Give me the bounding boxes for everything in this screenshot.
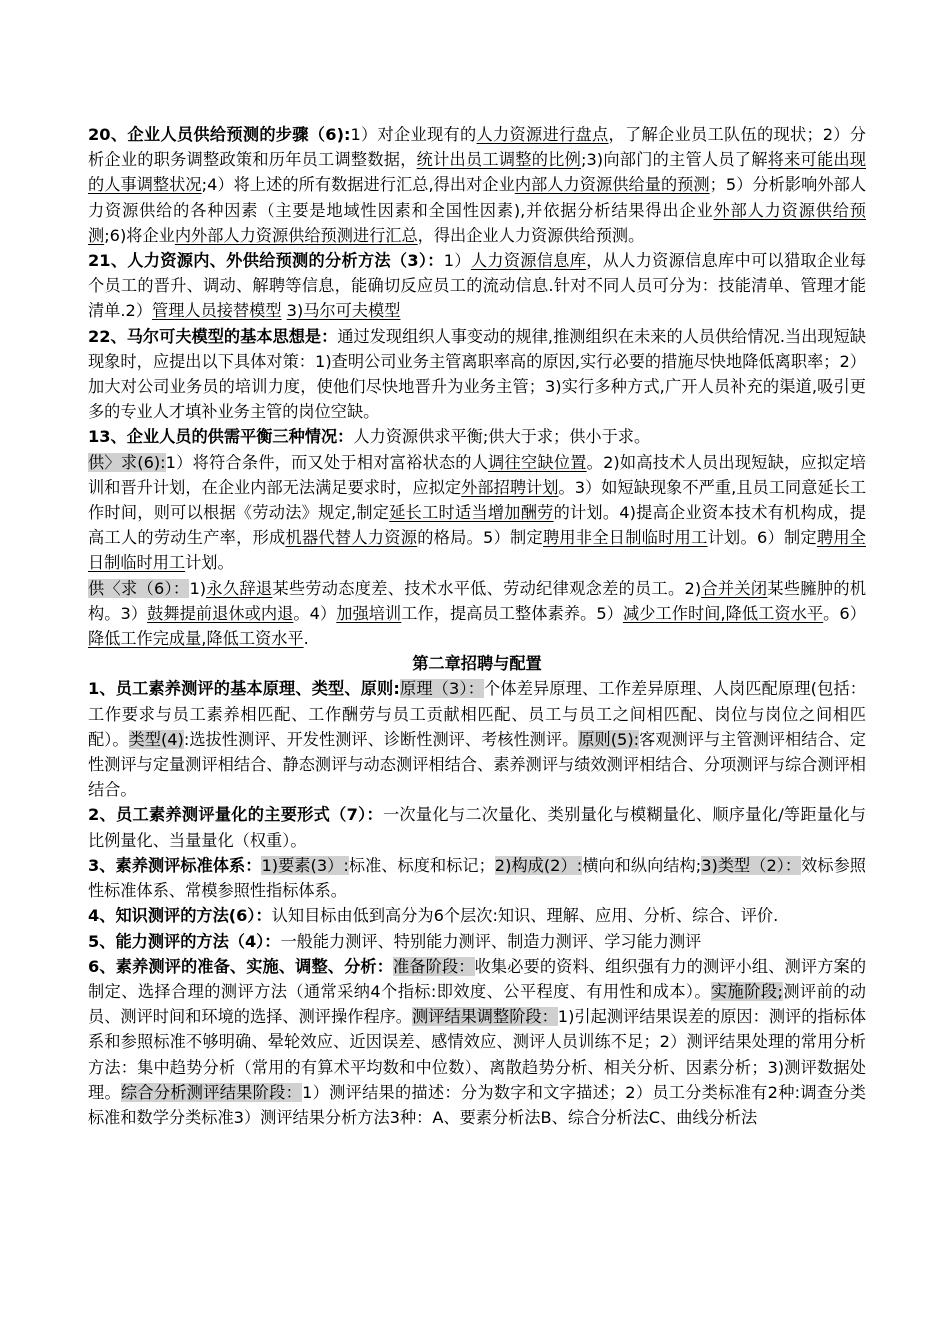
paragraph <box>88 802 866 852</box>
text-run: . <box>303 629 309 649</box>
text-run: 1）对企业现有的 <box>350 125 477 144</box>
underlined-run: 减少工作时间,降低工资水平 <box>622 603 824 623</box>
highlighted-run: 3)类型（2）： <box>701 855 802 875</box>
bold-run: 21、人力资源内、外供给预测的分析方法（3）： <box>88 251 444 271</box>
text-run: 1) <box>189 578 207 598</box>
text-run: 1） <box>443 251 471 271</box>
text-run: ；5）分析影响外部人力资源供给的各种因素（主要是地域性因素和全国性因素),并依据分析结果得出企业 <box>88 175 867 220</box>
bold-run: 2、员工素养测评量化的主要形式（7）： <box>88 805 383 825</box>
text-run: 客观测评与主管测评相结合、定性测评与定量测评相结合、静态测评与动态测评相结合、素养测评与绩效测评相结合、分项测评与综合测评相结合。 <box>88 729 866 800</box>
highlighted-run: 实施阶段; <box>711 981 783 1001</box>
bold-run: 3、素养测评标准体系： <box>88 855 262 875</box>
paragraph <box>88 929 866 954</box>
bold-run: 20、企业人员供给预测的步骤（6): <box>88 125 351 144</box>
underlined-run: 统计出员工调整的比例 <box>416 150 582 170</box>
highlighted-run: 综合分析测评结果阶段： <box>120 1082 303 1102</box>
text-run: 人力资源供求平衡;供大于求；供小于求。 <box>353 427 651 447</box>
paragraph <box>88 954 866 1130</box>
paragraph <box>88 576 866 652</box>
bold-run: 22、马尔可夫模型的基本思想是： <box>88 326 338 346</box>
text-run: 计划。 <box>185 553 234 573</box>
text-run: ;6)将企业 <box>104 225 175 245</box>
text-run: ，了解企业员工队伍的现状；2）分析企业的职务调整政策和历年员工调整数据， <box>88 125 866 170</box>
text-run: 1）将符合条件，而又处于相对富裕状态的人 <box>165 452 489 472</box>
text-run: 1）测评结果的描述：分为数字和文字描述；2）员工分类标准有2种:调查分类标准和数学分类标准3）测评结果分析方法3种：A、要素分析法B、综合分析法C、曲线分析法 <box>88 1082 866 1127</box>
paragraph <box>88 122 866 248</box>
highlighted-run: 准备阶段： <box>393 956 475 976</box>
text-run: 。4） <box>293 603 337 623</box>
underlined-run: 外部人力资源供给预测 <box>88 200 866 245</box>
underlined-run: 聘用全日制临时用工 <box>88 528 866 573</box>
text-run: 横向和纵向结构; <box>582 855 702 875</box>
text-run: 某些劳动态度差、技术水平低、劳动纪律观念差的员工。2) <box>272 578 702 598</box>
underlined-run: 合并关闭 <box>701 578 768 598</box>
paragraph <box>88 424 866 449</box>
highlighted-run: 供〈求（6）： <box>88 578 190 598</box>
underlined-run: 内外部人力资源供给预测进行汇总 <box>174 225 418 245</box>
underlined-run: 延长工时适当增加酬劳 <box>389 503 554 523</box>
text-run: ，得出企业人力资源供给预测。 <box>417 225 645 245</box>
text-run: 工作，提高员工整体素养。5） <box>401 603 623 623</box>
text-run: 1)引起测评结果误差的原因：测评的指标体系和参照标准不够明确、晕轮效应、近因误差、感情效应、测评人员训练不足；2）测评结果处理的常用分析方法：集中趋势分析（常用的有算术平均数和中位数）、离散趋势分析、相关分析、因素分析；3)测评数据处理。 <box>88 1007 867 1102</box>
highlighted-run: 1)要素(3）: <box>261 855 349 875</box>
text-run: 的格局。5）制定 <box>417 528 543 548</box>
text-run: ;3)向部门的主管人员了解 <box>581 150 768 170</box>
underlined-run: 鼓舞提前退休或内退 <box>147 603 294 623</box>
text-run: 。2)如高技术人员出现短缺，应拟定培训和晋升计划，在企业内部无法满足要求时，应拟定 <box>88 452 866 497</box>
paragraph <box>88 450 866 576</box>
text-run: 一次量化与二次量化、类别量化与模糊量化、顺序量化/等距量化与比例量化、当量量化（权重）。 <box>88 805 866 850</box>
text-run: 效标参照性标准体系、常模参照性指标体系。 <box>88 855 866 901</box>
highlighted-run: 测评结果调整阶段： <box>412 1007 558 1027</box>
document-page <box>88 122 866 1130</box>
text-run: 计划。6）制定 <box>707 528 817 548</box>
text-run: ，从人力资源信息库中可以猎取企业每个员工的晋升、调动、解聘等信息，能确切反应员工的流动信息.针对不同人员可分为：技能清单、管理才能清单.2） <box>88 251 867 321</box>
underlined-run: 外部招聘计划 <box>461 477 559 497</box>
paragraph <box>88 903 866 928</box>
bold-run: 13、企业人员的供需平衡三种情况： <box>88 427 354 447</box>
underlined-run: 加强培训 <box>336 603 402 623</box>
highlighted-run: 原则(5): <box>578 729 640 749</box>
text-run: 某些臃肿的机构。3） <box>88 578 867 623</box>
highlighted-run: 供〉求(6): <box>88 452 166 472</box>
text-run: 的计划。4)提高企业资本技术有机构成，提高工人的劳动生产率，形成 <box>88 503 866 548</box>
bold-run: 5、能力测评的方法（4）： <box>88 931 281 951</box>
text-run: 个体差异原理、工作差异原理、人岗匹配原理(包括：工作要求与员工素养相匹配、工作酬劳与员工贡献相匹配、员工与员工之间相匹配、岗位与岗位之间相匹配）。 <box>88 679 866 749</box>
text-run: 一般能力测评、特别能力测评、制造力测评、学习能力测评 <box>280 931 702 951</box>
text-run: 测评前的动员、测评时间和环境的选择、测评操作程序。 <box>88 981 866 1027</box>
text-run: 。3）如短缺现象不严重,且员工同意延长工作时间，则可以根据《劳动法》规定,制定 <box>88 477 867 523</box>
underlined-run: 永久辞退 <box>206 578 273 598</box>
underlined-run: 人力资源进行盘点 <box>476 125 609 144</box>
underlined-run: 3)马尔可夫模型 <box>286 301 401 321</box>
underlined-run: 人力资源信息库 <box>470 251 587 271</box>
underlined-run: 管理人员接替模型 <box>152 301 282 321</box>
text-run: 收集必要的资料、组织强有力的测评小组、测评方案的制定、选择合理的测评方法（通常采纳4个指标:即效度、公平程度、有用性和成本）。 <box>88 956 867 1001</box>
paragraph <box>88 853 866 903</box>
text-run: 。6） <box>823 603 866 623</box>
text-run: ;4）将上述的所有数据进行汇总,得出对企业 <box>201 175 515 195</box>
paragraph <box>88 324 866 425</box>
text-run: 第二章招聘与配置 <box>412 654 542 674</box>
underlined-run: 降低工作完成量,降低工资水平 <box>88 629 304 649</box>
paragraph <box>88 676 866 802</box>
bold-run: 6、素养测评的准备、实施、调整、分析： <box>88 956 394 976</box>
text-run: :选拔性测评、开发性测评、诊断性测评、考核性测评。 <box>183 729 579 749</box>
underlined-run: 聘用非全日制临时用工 <box>542 528 708 548</box>
bold-run: 1、员工素养测评的基本原理、类型、原则: <box>88 679 400 699</box>
highlighted-run: 类型(4) <box>128 729 184 749</box>
text-run: 认知目标由低到高分为6个层次:知识、理解、应用、分析、综合、评价. <box>271 906 779 926</box>
text-run: 通过发现组织人事变动的规律,推测组织在未来的人员供给情况.当出现短缺现象时，应提出以下具体对策：1)查明公司业务主管离职率高的原因,实行必要的措施尽快地降低离职率；2）加大对公司业务员的培训力度，使他们尽快地晋升为业务主管；3)实行多种方式,广开人员补充的渠道,吸引更多的专业人才填补业务主管的岗位空缺。 <box>88 326 866 422</box>
highlighted-run: 2)构成(2）: <box>494 855 583 875</box>
bold-run: 4、知识测评的方法(6）： <box>88 906 272 926</box>
text-run: 标准、标度和标记； <box>348 855 495 875</box>
underlined-run: 机器代替人力资源 <box>285 528 418 548</box>
paragraph <box>88 248 866 324</box>
highlighted-run: 原理（3）： <box>399 679 485 699</box>
underlined-run: 调往空缺位置 <box>488 452 587 472</box>
chapter-heading <box>88 651 866 676</box>
underlined-run: 将来可能出现的人事调整状况 <box>88 150 867 195</box>
underlined-run: 内部人力资源供给量的预测 <box>514 175 710 195</box>
